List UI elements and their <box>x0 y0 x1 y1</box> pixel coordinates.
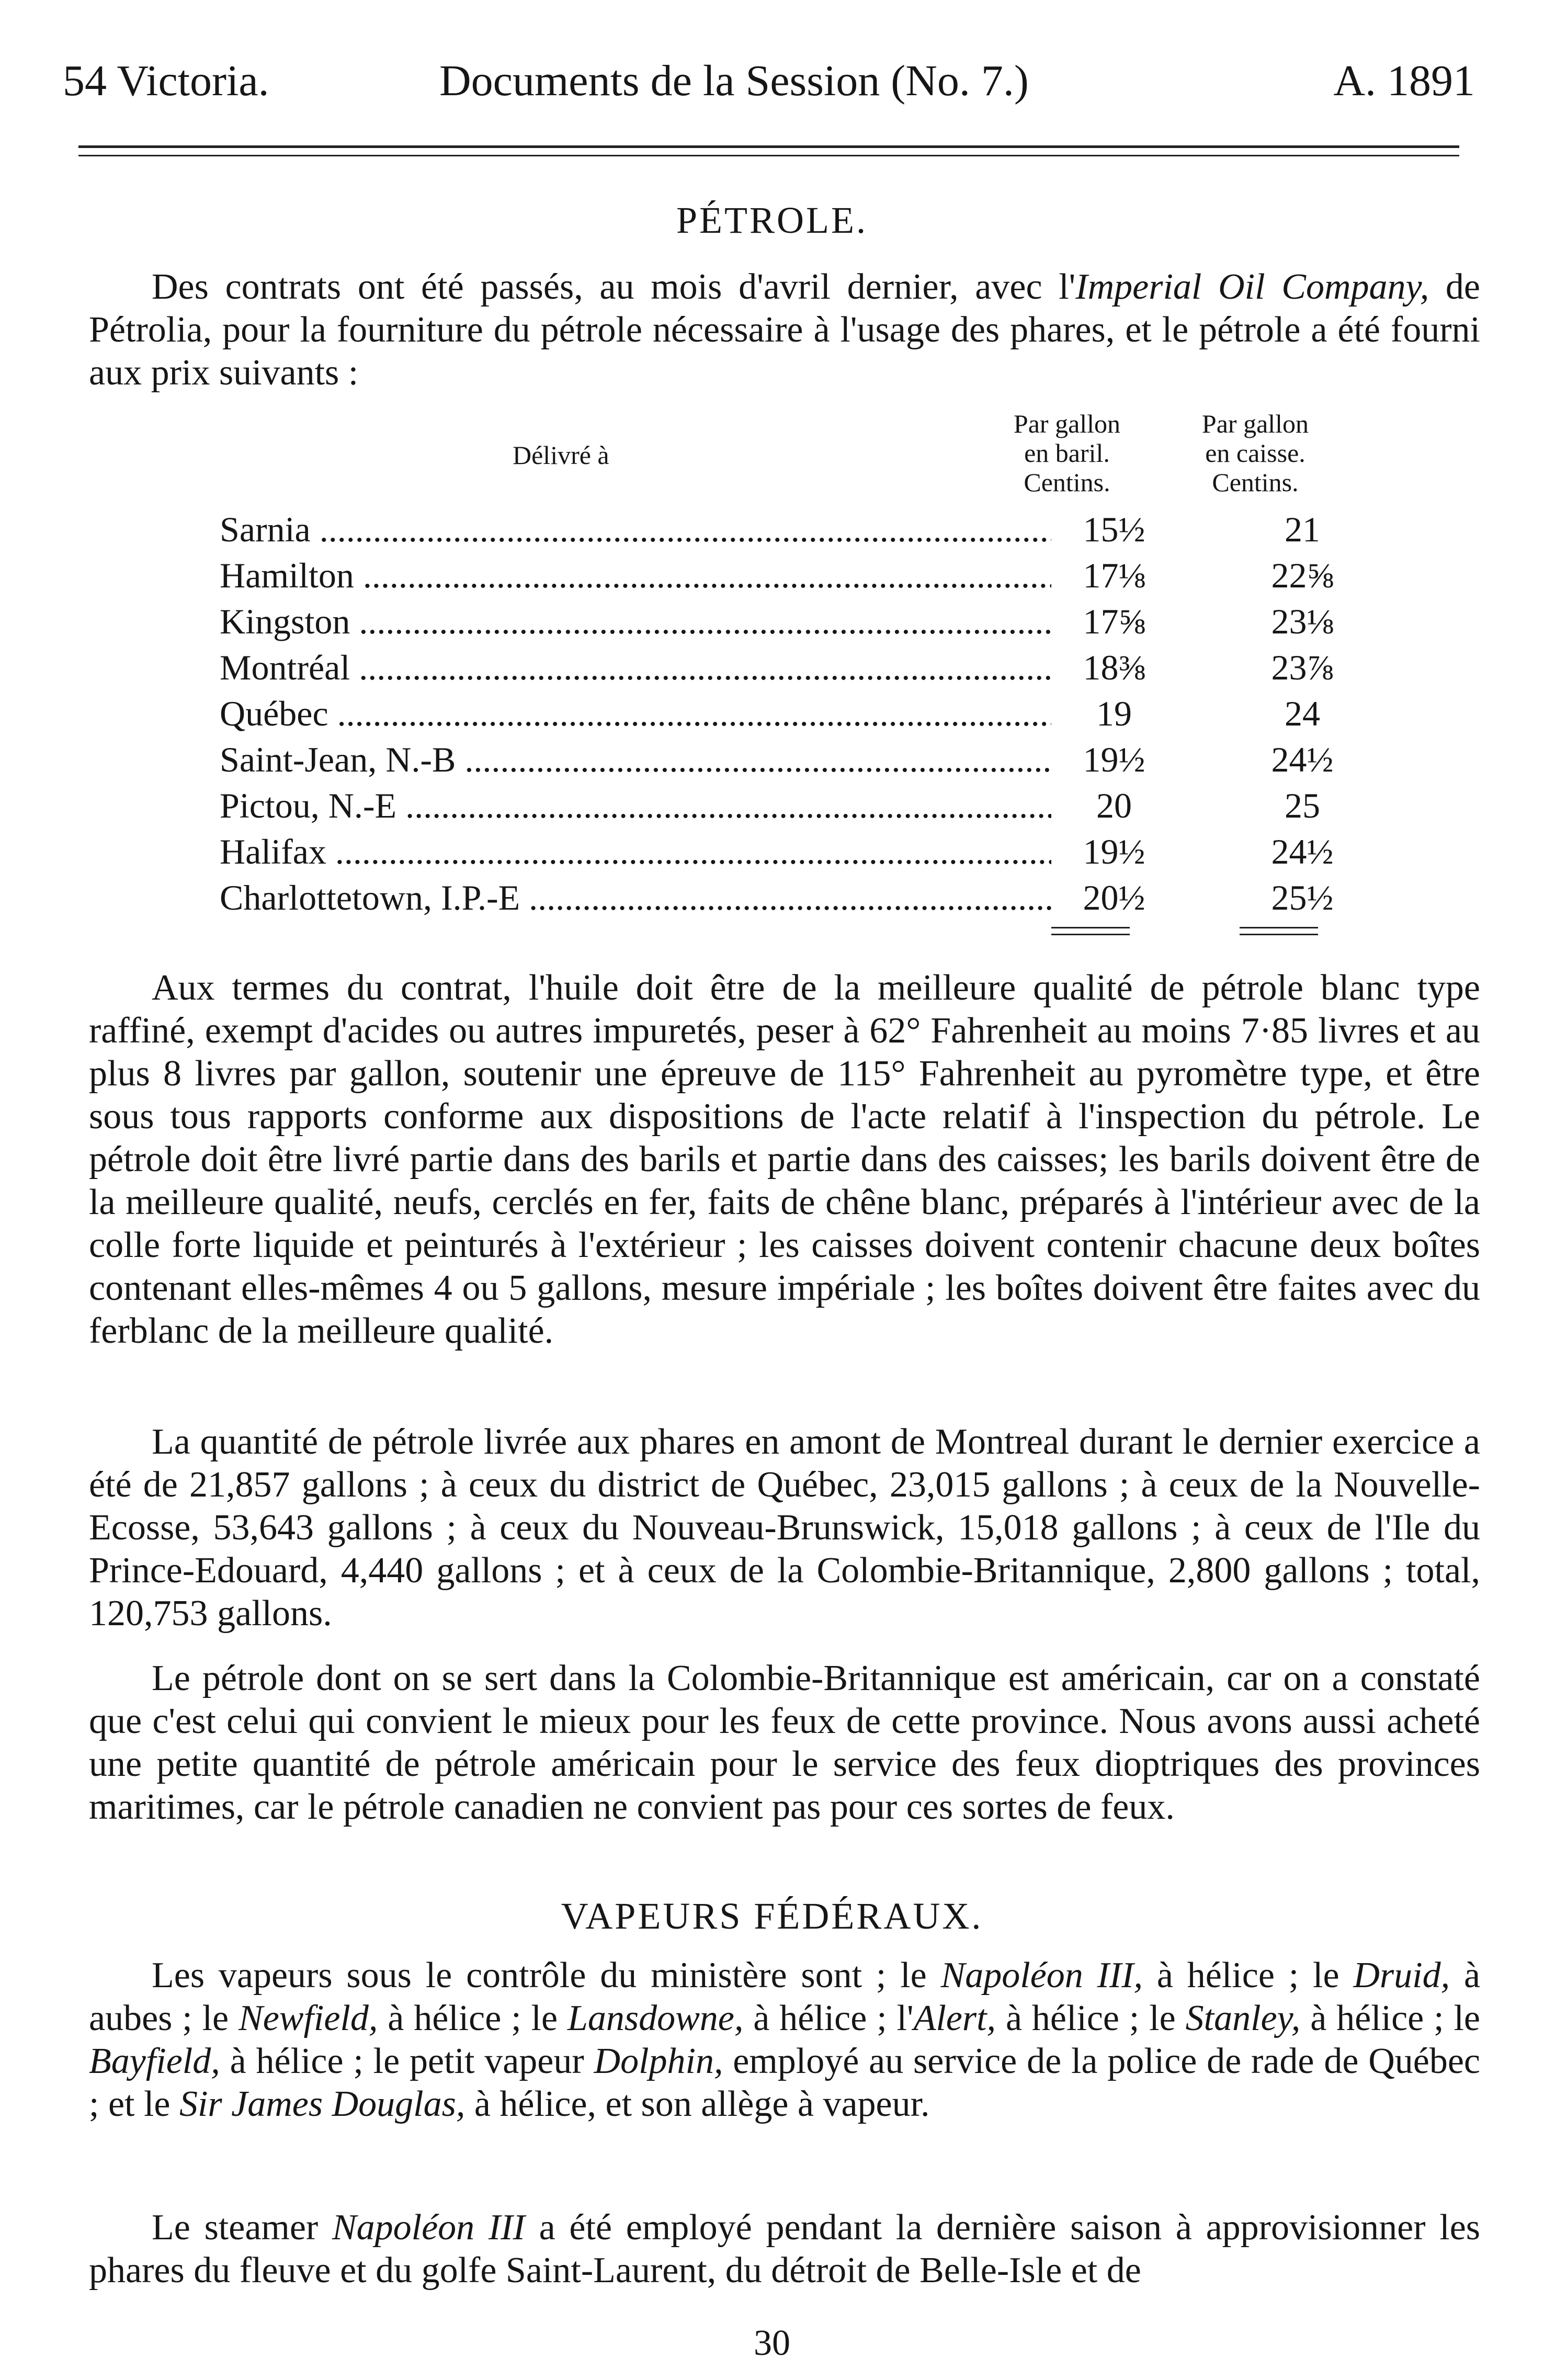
header-year: A. 1891 <box>1333 56 1475 105</box>
table-header-case-line1: Par gallon <box>1201 409 1309 438</box>
table-row <box>220 829 1370 875</box>
steamers-paragraph <box>89 1954 1480 2126</box>
american-oil-text: Le pétrole dont on se sert dans la Colombie-Britannique est américain, car on a constaté que c'est celui qui convient le mieux pour les feux de cette province. Nous avons aussi acheté une petite quantité de pétrole américain pour le service des feux dioptriques des provinces maritimes, car le pétrole canadien ne convient pas pour ces sortes de feux. <box>89 1658 1480 1827</box>
table-header-delivered: Délivré à <box>513 440 609 470</box>
section-title-vapeurs: VAPEURS FÉDÉRAUX. <box>561 1895 983 1937</box>
table-total-rule-barrel <box>1051 927 1130 935</box>
row-case-price: 24 <box>1285 694 1320 733</box>
steamers-text-run: à hélice ; l' <box>743 1998 914 2038</box>
steamers-vessel-name: Bayfield, <box>89 2041 220 2081</box>
intro-company-name: Imperial Oil Company, <box>1075 267 1429 307</box>
row-place: Hamilton ..... <box>220 552 1051 598</box>
napoleon-paragraph <box>89 2206 1480 2292</box>
row-case-price: 23⅞ <box>1271 648 1334 687</box>
row-barrel-price: 19 <box>1096 694 1132 733</box>
table-row <box>220 736 1370 783</box>
steamers-text-run: à hélice ; le petit vapeur <box>220 2041 594 2081</box>
section-title-petrole: PÉTROLE. <box>676 199 868 241</box>
napoleon-text-run: a été employé pendant la dernière saison à approvisionner les phares du fleuve et du golfe Saint-Laurent, du détroit de Belle-Isle et de <box>89 2207 1480 2291</box>
header-title: Documents de la Session (No. 7.) <box>439 56 1029 105</box>
steamers-text-run: employé au service de la police de rade de Québec ; et le <box>89 2041 1480 2124</box>
intro-text-pre: Des contrats ont été passés, au mois d'avril dernier, avec l' <box>152 267 1076 307</box>
contract-terms-text: Aux termes du contrat, l'huile doit être de la meilleure qualité de pétrole blanc type raffiné, exempt d'acides ou autres impuretés, peser à 62° Fahrenheit au moins 7·85 livres et au plus 8 livres par gallon, soutenir une épreuve de 115° Fahrenheit au pyromètre type, et être sous tous rapports conforme aux dispositions de l'acte relatif à l'inspection du pétrole. Le pétrole doit être livré partie dans des barils et partie dans des caisses; les barils doivent être de la meilleure qualité, neufs, cerclés en fer, faits de chêne blanc, préparés à l'intérieur avec de la colle forte liquide et peinturés à l'extérieur ; les caisses doivent contenir chacune deux boîtes contenant elles-mêmes 4 ou 5 gallons, mesure impériale ; les boîtes doivent être faites avec du ferblanc de la meilleure qualité. <box>89 968 1480 1351</box>
row-case-price: 21 <box>1285 509 1320 549</box>
steamers-vessel-name: Napoléon III, <box>940 1955 1143 1996</box>
table-row <box>220 783 1370 829</box>
steamers-vessel-name: Dolphin, <box>594 2041 723 2081</box>
header-rule-thick <box>78 145 1459 148</box>
row-barrel-price: 20 <box>1096 786 1132 825</box>
steamers-vessel-name: Druid, <box>1353 1955 1450 1996</box>
header-rule-thin <box>78 155 1459 156</box>
steamers-text <box>89 1955 1480 2124</box>
napoleon-vessel-name: Napoléon III <box>332 2207 525 2248</box>
steamers-vessel-name: Alert, <box>913 1998 996 2038</box>
steamers-text-run: à hélice, et son allège à vapeur. <box>465 2084 930 2124</box>
row-place: Sarnia ..... <box>220 506 1051 552</box>
row-barrel-price: 20½ <box>1083 878 1145 917</box>
row-place: Halifax ..... <box>220 829 1051 875</box>
table-row <box>220 598 1370 644</box>
row-barrel-price: 17⅝ <box>1083 602 1145 641</box>
steamers-text-run: à hélice ; le <box>1143 1955 1354 1996</box>
napoleon-text-run: Le steamer <box>152 2207 332 2248</box>
row-case-price: 25 <box>1285 786 1320 825</box>
steamers-text-run: à aubes ; le <box>89 1955 1481 2038</box>
intro-paragraph <box>89 266 1480 394</box>
steamers-text-run: à hélice ; le <box>1300 1998 1480 2038</box>
row-place: Pictou, N.-E ..... <box>220 783 1051 829</box>
row-place: Montréal ..... <box>220 644 1051 690</box>
row-barrel-price: 18⅜ <box>1083 648 1145 687</box>
steamers-vessel-name: Newfield, <box>239 1998 378 2038</box>
steamers-text-run: à hélice ; le <box>996 1998 1186 2038</box>
row-case-price: 22⅝ <box>1271 556 1334 595</box>
steamers-vessel-name: Stanley, <box>1185 1998 1301 2038</box>
steamers-text-run: Les vapeurs sous le contrôle du ministère sont ; le <box>152 1955 941 1996</box>
quantities-text: La quantité de pétrole livrée aux phares en amont de Montreal durant le dernier exercice a été de 21,857 gallons ; à ceux du district de Québec, 23,015 gallons ; à ceux de la Nouvelle-Ecosse, 53,643 gallons ; à ceux du Nouveau-Brunswick, 15,018 gallons ; à ceux de l'Ile du Prince-Edouard, 4,440 gallons ; et à ceux de la Colombie-Britannique, 2,800 gallons ; total, 120,753 gallons. <box>89 1422 1480 1634</box>
table-header-barrel-line2: en baril. <box>1024 438 1110 468</box>
table-row <box>220 506 1370 552</box>
row-barrel-price: 17⅛ <box>1083 556 1145 595</box>
steamers-vessel-name: Sir James Douglas, <box>179 2084 466 2124</box>
row-case-price: 23⅛ <box>1271 602 1334 641</box>
intro-text-post: de Pétrolia, pour la fourniture du pétrole nécessaire à l'usage des phares, et le pétrole a été fourni aux prix suivants : <box>89 267 1480 393</box>
table-row <box>220 644 1370 690</box>
contract-terms-paragraph <box>89 967 1480 1353</box>
row-barrel-price: 15½ <box>1083 509 1145 549</box>
row-case-price: 25½ <box>1271 878 1334 917</box>
row-case-price: 24½ <box>1271 740 1334 779</box>
quantities-paragraph <box>89 1421 1480 1635</box>
steamers-text-run: à hélice ; le <box>378 1998 567 2038</box>
row-case-price: 24½ <box>1271 832 1334 871</box>
row-place: Saint-Jean, N.-B ..... <box>220 736 1051 783</box>
table-row <box>220 552 1370 598</box>
header-volume: 54 Victoria. <box>63 56 269 105</box>
row-barrel-price: 19½ <box>1083 832 1145 871</box>
napoleon-text <box>89 2207 1480 2291</box>
table-row <box>220 690 1370 736</box>
table-header-barrel-line1: Par gallon <box>1013 409 1121 438</box>
table-total-rule-case <box>1240 927 1318 935</box>
row-place: Québec ..... <box>220 690 1051 736</box>
row-place: Charlottetown, I.P.-E ..... <box>220 875 1051 921</box>
row-place: Kingston ..... <box>220 598 1051 644</box>
table-row <box>220 875 1370 921</box>
american-oil-paragraph <box>89 1657 1480 1829</box>
table-header-case-line3: Centins. <box>1212 468 1299 497</box>
running-header <box>63 52 1475 110</box>
table-header-case <box>1151 409 1360 497</box>
table-header-barrel <box>962 409 1172 497</box>
row-barrel-price: 19½ <box>1083 740 1145 779</box>
page-number: 30 <box>754 2323 790 2363</box>
steamers-vessel-name: Lansdowne, <box>567 1998 744 2038</box>
table-header-case-line2: en caisse. <box>1205 438 1305 468</box>
table-header-barrel-line3: Centins. <box>1024 468 1110 497</box>
